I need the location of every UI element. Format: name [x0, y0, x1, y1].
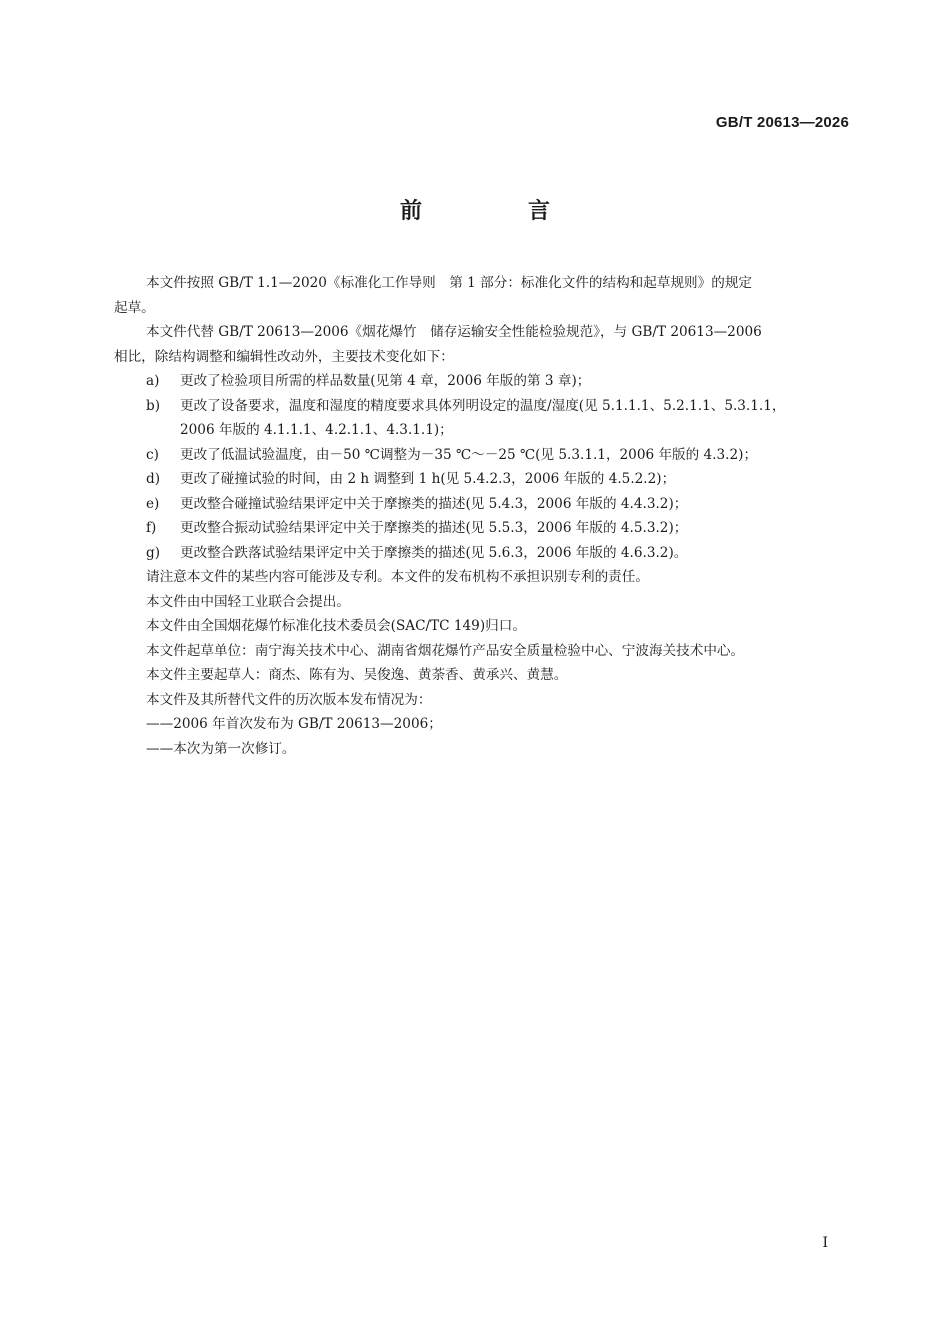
history-intro: 本文件及其所替代文件的历次版本发布情况为：	[146, 691, 432, 708]
list-text: 2006 年版的 4.1.1.1、4.2.1.1、4.3.1.1)；	[180, 422, 453, 438]
list-text: 更改了低温试验温度，由－50 ℃调整为－35 ℃～－25 ℃(见 5.3.1.1，2006 年版的 4.3.2)；	[180, 446, 758, 463]
proposed-by: 本文件由中国轻工业联合会提出。	[146, 593, 350, 610]
list-item	[146, 467, 850, 492]
page-title: 前 言	[399, 199, 592, 224]
list-text: 更改整合跌落试验结果评定中关于摩擦类的描述(见 5.6.3，2006 年版的 4.6.3.2)。	[180, 544, 688, 561]
list-item	[146, 443, 850, 468]
paragraph-line: 起草。	[114, 299, 155, 316]
list-text: 更改整合振动试验结果评定中关于摩擦类的描述(见 5.5.3，2006 年版的 4.5.3.2)；	[180, 520, 688, 536]
paragraph-line: 本文件代替 GB/T 20613—2006《烟花爆竹 储存运输安全性能检验规范》，与 GB/T 20613—2006	[146, 324, 762, 340]
list-text: 更改了碰撞试验的时间，由 2 h 调整到 1 h(见 5.4.2.3，2006 年版的 4.5.2.2)；	[180, 471, 676, 487]
list-marker: e)	[146, 495, 160, 512]
list-text: 更改整合碰撞试验结果评定中关于摩擦类的描述(见 5.4.3，2006 年版的 4.4.3.2)；	[180, 495, 688, 512]
patent-notice: 请注意本文件的某些内容可能涉及专利。本文件的发布机构不承担识别专利的责任。	[146, 569, 649, 585]
list-marker: a)	[146, 373, 160, 389]
list-item	[146, 394, 850, 419]
list-marker: d)	[146, 471, 161, 487]
paragraph-line: 相比，除结构调整和编辑性改动外，主要技术变化如下：	[114, 348, 454, 365]
list-marker: b)	[146, 397, 161, 414]
foreword-body	[114, 271, 850, 761]
history-item: ——本次为第一次修订。	[146, 740, 296, 757]
list-item	[146, 541, 850, 566]
standard-code: GB/T 20613—2026	[715, 114, 849, 131]
page-number: I	[822, 1235, 828, 1251]
drafters: 本文件主要起草人：商杰、陈有为、吴俊逸、黄荼香、黄承兴、黄慧。	[146, 667, 568, 683]
list-marker: c)	[146, 446, 159, 463]
drafting-units: 本文件起草单位：南宁海关技术中心、湖南省烟花爆竹产品安全质量检验中心、宁波海关技术中心。	[146, 642, 745, 659]
list-marker: f)	[146, 520, 157, 536]
list-item	[146, 492, 850, 517]
list-marker: g)	[146, 544, 161, 561]
history-item: ——2006 年首次发布为 GB/T 20613—2006；	[146, 716, 442, 732]
centralized-by: 本文件由全国烟花爆竹标准化技术委员会(SAC/TC 149)归口。	[146, 618, 526, 634]
paragraph-line: 本文件按照 GB/T 1.1—2020《标准化工作导则 第 1 部分：标准化文件的结构和起草规则》的规定	[146, 275, 753, 291]
list-text: 更改了设备要求，温度和湿度的精度要求具体列明设定的温度/湿度(见 5.1.1.1、5.2.1.1、5.3.1.1，	[180, 397, 786, 414]
list-item	[146, 516, 850, 541]
list-item	[146, 369, 850, 394]
list-text: 更改了检验项目所需的样品数量(见第 4 章，2006 年版的第 3 章)；	[180, 373, 591, 389]
list-item-continuation	[146, 418, 850, 443]
